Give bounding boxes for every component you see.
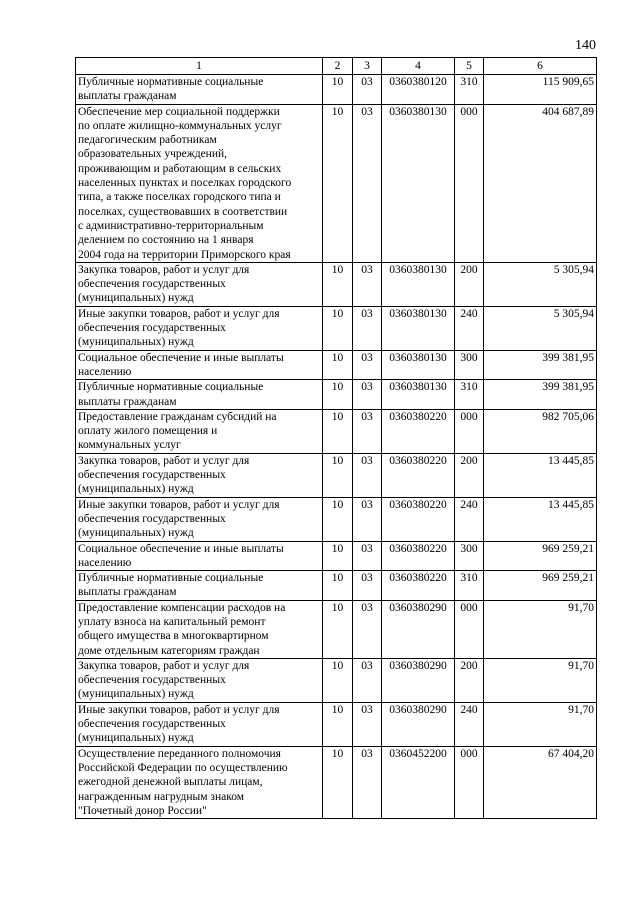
table-row bbox=[76, 306, 597, 350]
table-row bbox=[76, 658, 597, 702]
row-subsection: 03 bbox=[353, 350, 382, 380]
header-col-section: 2 bbox=[323, 58, 353, 75]
row-amount: 91,70 bbox=[484, 658, 597, 702]
row-subsection: 03 bbox=[353, 380, 382, 410]
header-col-target: 4 bbox=[382, 58, 455, 75]
row-expense-type: 240 bbox=[455, 306, 484, 350]
row-subsection: 03 bbox=[353, 104, 382, 262]
row-name: Закупка товаров, работ и услуг для обеспечения государственных (муниципальных) нужд bbox=[76, 658, 323, 702]
row-expense-type: 300 bbox=[455, 350, 484, 380]
row-expense-type: 310 bbox=[455, 380, 484, 410]
table-header-row bbox=[76, 58, 597, 75]
header-col-type: 5 bbox=[455, 58, 484, 75]
table-row bbox=[76, 497, 597, 541]
row-target-code: 0360380130 bbox=[382, 350, 455, 380]
row-section: 10 bbox=[323, 702, 353, 746]
table-row bbox=[76, 702, 597, 746]
row-name: Предоставление гражданам субсидий на оплату жилого помещения и коммунальных услуг bbox=[76, 409, 323, 453]
row-name: Закупка товаров, работ и услуг для обеспечения государственных (муниципальных) нужд bbox=[76, 453, 323, 497]
row-expense-type: 310 bbox=[455, 571, 484, 601]
table-row bbox=[76, 380, 597, 410]
row-subsection: 03 bbox=[353, 453, 382, 497]
row-section: 10 bbox=[323, 104, 353, 262]
table-row bbox=[76, 75, 597, 105]
row-target-code: 0360380290 bbox=[382, 600, 455, 658]
row-section: 10 bbox=[323, 380, 353, 410]
row-target-code: 0360380220 bbox=[382, 497, 455, 541]
row-name: Публичные нормативные социальные выплаты гражданам bbox=[76, 75, 323, 105]
row-subsection: 03 bbox=[353, 409, 382, 453]
row-amount: 5 305,94 bbox=[484, 306, 597, 350]
table-row bbox=[76, 262, 597, 306]
row-amount: 982 705,06 bbox=[484, 409, 597, 453]
row-target-code: 0360380220 bbox=[382, 541, 455, 571]
row-subsection: 03 bbox=[353, 306, 382, 350]
row-section: 10 bbox=[323, 600, 353, 658]
row-expense-type: 000 bbox=[455, 600, 484, 658]
table-row bbox=[76, 409, 597, 453]
row-expense-type: 300 bbox=[455, 541, 484, 571]
row-amount: 969 259,21 bbox=[484, 541, 597, 571]
row-subsection: 03 bbox=[353, 262, 382, 306]
row-name: Иные закупки товаров, работ и услуг для обеспечения государственных (муниципальных) нужд bbox=[76, 306, 323, 350]
table-row bbox=[76, 600, 597, 658]
row-target-code: 0360452200 bbox=[382, 746, 455, 818]
row-expense-type: 200 bbox=[455, 262, 484, 306]
row-subsection: 03 bbox=[353, 497, 382, 541]
row-amount: 13 445,85 bbox=[484, 453, 597, 497]
row-expense-type: 000 bbox=[455, 104, 484, 262]
row-target-code: 0360380220 bbox=[382, 571, 455, 601]
row-amount: 399 381,95 bbox=[484, 380, 597, 410]
row-section: 10 bbox=[323, 571, 353, 601]
row-target-code: 0360380130 bbox=[382, 104, 455, 262]
row-amount: 399 381,95 bbox=[484, 350, 597, 380]
row-amount: 404 687,89 bbox=[484, 104, 597, 262]
row-subsection: 03 bbox=[353, 75, 382, 105]
row-amount: 67 404,20 bbox=[484, 746, 597, 818]
row-name: Иные закупки товаров, работ и услуг для обеспечения государственных (муниципальных) нужд bbox=[76, 702, 323, 746]
row-target-code: 0360380120 bbox=[382, 75, 455, 105]
row-amount: 13 445,85 bbox=[484, 497, 597, 541]
row-amount: 115 909,65 bbox=[484, 75, 597, 105]
table-row bbox=[76, 541, 597, 571]
row-expense-type: 240 bbox=[455, 702, 484, 746]
row-section: 10 bbox=[323, 409, 353, 453]
row-section: 10 bbox=[323, 350, 353, 380]
row-expense-type: 000 bbox=[455, 409, 484, 453]
row-target-code: 0360380290 bbox=[382, 702, 455, 746]
row-expense-type: 200 bbox=[455, 658, 484, 702]
row-name: Публичные нормативные социальные выплаты гражданам bbox=[76, 380, 323, 410]
row-amount: 5 305,94 bbox=[484, 262, 597, 306]
row-subsection: 03 bbox=[353, 600, 382, 658]
row-subsection: 03 bbox=[353, 658, 382, 702]
header-col-amount: 6 bbox=[484, 58, 597, 75]
row-target-code: 0360380130 bbox=[382, 380, 455, 410]
row-subsection: 03 bbox=[353, 702, 382, 746]
row-section: 10 bbox=[323, 262, 353, 306]
row-name: Обеспечение мер социальной поддержки по оплате жилищно-коммунальных услуг педагогическим работникам образовательных учреждений, проживающим и работающим в сельских населенных пунктах и поселках городского типа, а также поселках городского типа и поселках, существовавших в соответствии с административно-территориальным делением по состоянию на 1 января 2004 года на территории Приморского края bbox=[76, 104, 323, 262]
row-section: 10 bbox=[323, 541, 353, 571]
row-name: Предоставление компенсации расходов на уплату взноса на капитальный ремонт общего имущества в многоквартирном доме отдельным категориям граждан bbox=[76, 600, 323, 658]
row-section: 10 bbox=[323, 453, 353, 497]
table-row bbox=[76, 350, 597, 380]
page-number: 140 bbox=[575, 38, 596, 53]
row-target-code: 0360380130 bbox=[382, 262, 455, 306]
row-expense-type: 000 bbox=[455, 746, 484, 818]
table-row bbox=[76, 746, 597, 818]
row-target-code: 0360380220 bbox=[382, 409, 455, 453]
row-name: Социальное обеспечение и иные выплаты населению bbox=[76, 541, 323, 571]
table-row bbox=[76, 453, 597, 497]
row-subsection: 03 bbox=[353, 571, 382, 601]
row-target-code: 0360380290 bbox=[382, 658, 455, 702]
header-col-subsection: 3 bbox=[353, 58, 382, 75]
row-section: 10 bbox=[323, 746, 353, 818]
budget-table bbox=[75, 57, 597, 819]
row-expense-type: 200 bbox=[455, 453, 484, 497]
table-row bbox=[76, 104, 597, 262]
row-section: 10 bbox=[323, 75, 353, 105]
row-target-code: 0360380130 bbox=[382, 306, 455, 350]
row-target-code: 0360380220 bbox=[382, 453, 455, 497]
row-section: 10 bbox=[323, 306, 353, 350]
row-name: Осуществление переданного полномочия Российской Федерации по осуществлению ежегодной денежной выплаты лицам, награжденным нагрудным знаком "Почетный донор России" bbox=[76, 746, 323, 818]
row-subsection: 03 bbox=[353, 746, 382, 818]
row-section: 10 bbox=[323, 497, 353, 541]
row-name: Закупка товаров, работ и услуг для обеспечения государственных (муниципальных) нужд bbox=[76, 262, 323, 306]
row-amount: 969 259,21 bbox=[484, 571, 597, 601]
table-row bbox=[76, 571, 597, 601]
row-section: 10 bbox=[323, 658, 353, 702]
row-name: Публичные нормативные социальные выплаты гражданам bbox=[76, 571, 323, 601]
row-amount: 91,70 bbox=[484, 600, 597, 658]
row-name: Социальное обеспечение и иные выплаты населению bbox=[76, 350, 323, 380]
row-expense-type: 240 bbox=[455, 497, 484, 541]
row-amount: 91,70 bbox=[484, 702, 597, 746]
row-subsection: 03 bbox=[353, 541, 382, 571]
header-col-name: 1 bbox=[76, 58, 323, 75]
row-name: Иные закупки товаров, работ и услуг для обеспечения государственных (муниципальных) нужд bbox=[76, 497, 323, 541]
row-expense-type: 310 bbox=[455, 75, 484, 105]
